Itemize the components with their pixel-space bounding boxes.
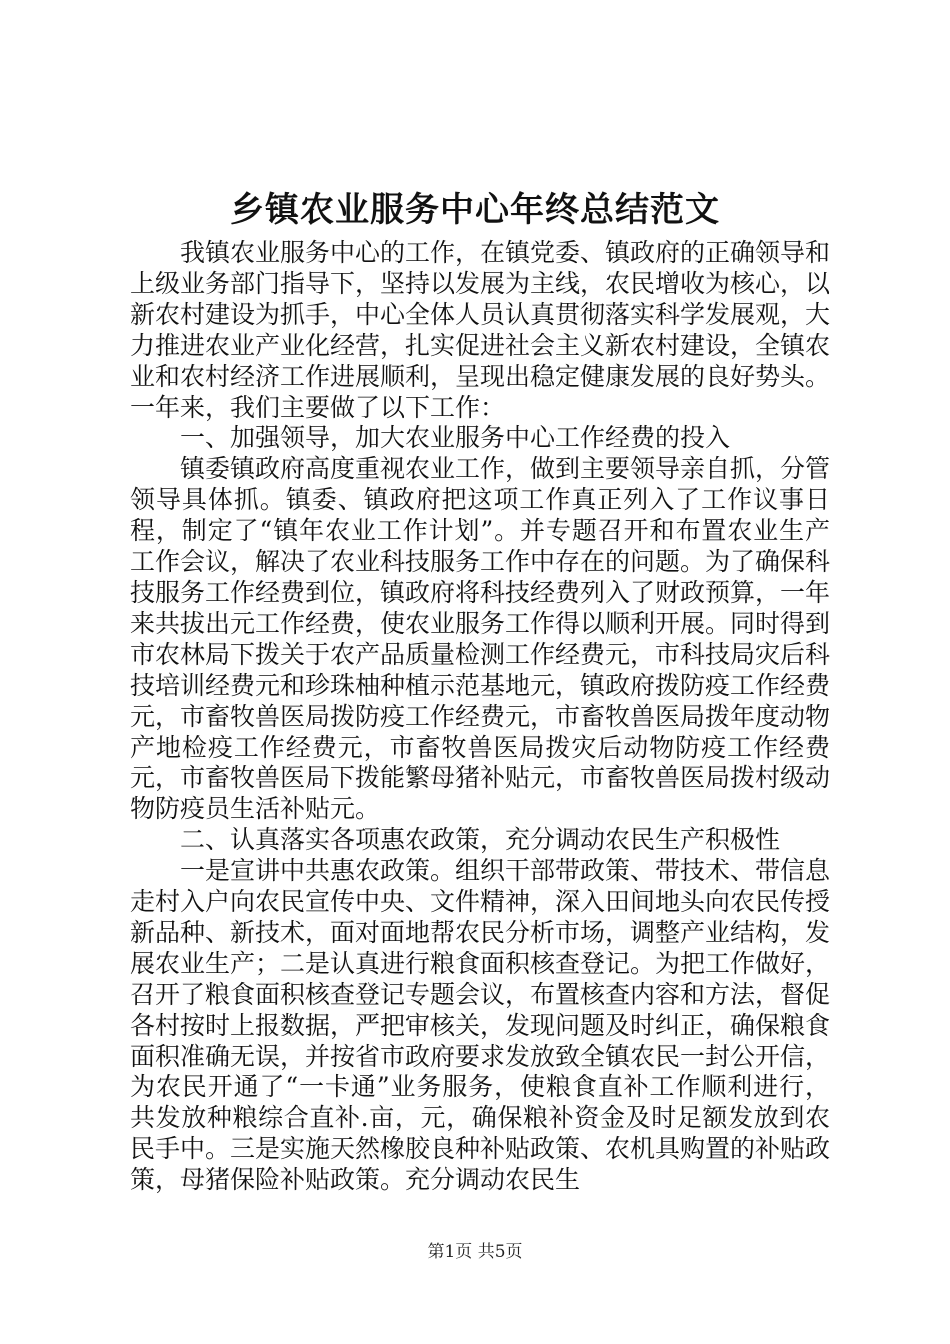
document-title: 乡镇农业服务中心年终总结范文 — [230, 190, 720, 230]
section-1-paragraph: 镇委镇政府高度重视农业工作，做到主要领导亲自抓，分管领导具体抓。镇委、镇政府把这项工作真正列入了工作议事日程，制定了“镇年农业工作计划”。并专题召开和布置农业生产工作会议，解决了农业科技服务工作中存在的问题。为了确保科技服务工作经费到位，镇政府将科技经费列入了财政预算，一年来共拔出元工作经费，使农业服务工作得以顺利开展。同时得到市农林局下拨关于农产品质量检测工作经费元，市科技局灾后科技培训经费元和珍珠柚种植示范基地元，镇政府拨防疫工作经费元，市畜牧兽医局拨防疫工作经费元，市畜牧兽医局拨年度动物产地检疫工作经费元，市畜牧兽医局拨灾后动物防疫工作经费元，市畜牧兽医局下拨能繁母猪补贴元，市畜牧兽医局拨村级动物防疫员生活补贴元。 — [130, 454, 831, 824]
section-heading-2: 二、认真落实各项惠农政策，充分调动农民生产积极性 — [180, 825, 781, 855]
page-number-footer: 第1页 共5页 — [427, 1242, 523, 1262]
section-2-paragraph: 一是宣讲中共惠农政策。组织干部带政策、带技术、带信息走村入户向农民宣传中央、文件精神，深入田间地头向农民传授新品种、新技术，面对面地帮农民分析市场，调整产业结构，发展农业生产；二是认真进行粮食面积核查登记。为把工作做好，召开了粮食面积核查登记专题会议，布置核查内容和方法，督促各村按时上报数据，严把审核关，发现问题及时纠正，确保粮食面积准确无误，并按省市政府要求发放致全镇农民一封公开信，为农民开通了“一卡通”业务服务，使粮食直补工作顺利进行，共发放种粮综合直补.亩，元，确保粮补资金及时足额发放到农民手中。三是实施天然橡胶良种补贴政策、农机具购置的补贴政策，母猪保险补贴政策。充分调动农民生 — [130, 856, 831, 1195]
section-heading-1: 一、加强领导，加大农业服务中心工作经费的投入 — [180, 423, 731, 453]
intro-paragraph: 我镇农业服务中心的工作，在镇党委、镇政府的正确领导和上级业务部门指导下，坚持以发展为主线，农民增收为核心，以新农村建设为抓手，中心全体人员认真贯彻落实科学发展观，大力推进农业产业化经营，扎实促进社会主义新农村建设，全镇农业和农村经济工作进展顺利，呈现出稳定健康发展的良好势头。一年来，我们主要做了以下工作： — [130, 238, 831, 422]
document-body — [130, 238, 830, 1196]
